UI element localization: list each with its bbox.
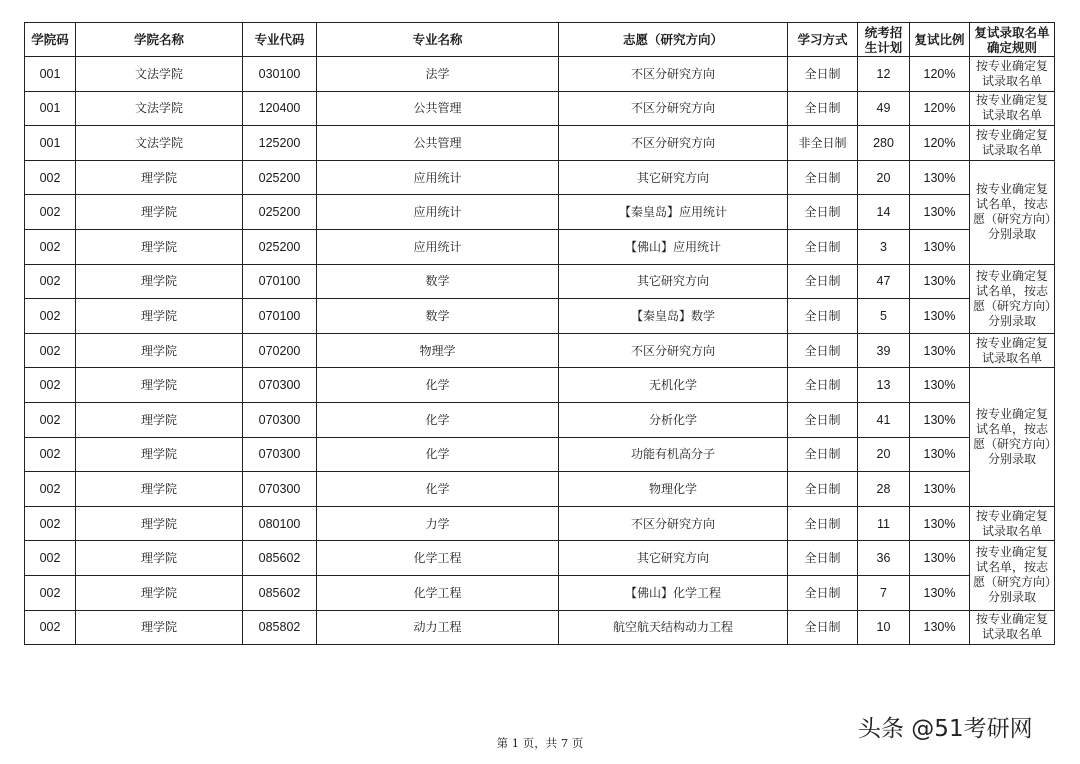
enrollment-plan-cell: 11 (858, 506, 910, 541)
major-code-cell: 070300 (243, 368, 317, 403)
college-name-cell: 理学院 (76, 575, 243, 610)
major-name-cell: 化学工程 (317, 575, 559, 610)
major-code-cell: 070100 (243, 264, 317, 299)
direction-cell: 【佛山】应用统计 (559, 229, 788, 264)
enrollment-plan-cell: 49 (858, 91, 910, 126)
retest-ratio-cell: 130% (910, 299, 970, 334)
study-mode-cell: 全日制 (788, 333, 858, 368)
study-mode-cell: 全日制 (788, 57, 858, 92)
table-row (25, 541, 1055, 576)
direction-cell: 无机化学 (559, 368, 788, 403)
major-name-cell: 公共管理 (317, 91, 559, 126)
study-mode-cell: 全日制 (788, 541, 858, 576)
major-code-cell: 070200 (243, 333, 317, 368)
college-code-cell: 002 (25, 160, 76, 195)
direction-cell: 不区分研究方向 (559, 126, 788, 161)
major-code-cell: 080100 (243, 506, 317, 541)
major-name-cell: 化学 (317, 472, 559, 507)
study-mode-cell: 全日制 (788, 472, 858, 507)
header-enrollment-plan: 统考招生计划 (858, 23, 910, 57)
major-name-cell: 化学 (317, 368, 559, 403)
retest-ratio-cell: 130% (910, 472, 970, 507)
enrollment-plan-cell: 280 (858, 126, 910, 161)
table-row (25, 264, 1055, 299)
direction-cell: 不区分研究方向 (559, 333, 788, 368)
college-name-cell: 理学院 (76, 506, 243, 541)
study-mode-cell: 全日制 (788, 229, 858, 264)
study-mode-cell: 全日制 (788, 195, 858, 230)
study-mode-cell: 全日制 (788, 610, 858, 645)
enrollment-plan-cell: 47 (858, 264, 910, 299)
table-row (25, 437, 1055, 472)
college-name-cell: 理学院 (76, 541, 243, 576)
college-code-cell: 002 (25, 264, 76, 299)
major-name-cell: 应用统计 (317, 229, 559, 264)
direction-cell: 物理化学 (559, 472, 788, 507)
major-name-cell: 化学工程 (317, 541, 559, 576)
retest-ratio-cell: 130% (910, 264, 970, 299)
major-name-cell: 应用统计 (317, 160, 559, 195)
table-row (25, 333, 1055, 368)
retest-ratio-cell: 120% (910, 126, 970, 161)
college-code-cell: 002 (25, 472, 76, 507)
enrollment-plan-cell: 39 (858, 333, 910, 368)
college-code-cell: 002 (25, 299, 76, 334)
college-name-cell: 理学院 (76, 368, 243, 403)
enrollment-plan-cell: 12 (858, 57, 910, 92)
college-name-cell: 理学院 (76, 195, 243, 230)
header-college-name: 学院名称 (76, 23, 243, 57)
college-name-cell: 文法学院 (76, 91, 243, 126)
direction-cell: 航空航天结构动力工程 (559, 610, 788, 645)
direction-cell: 不区分研究方向 (559, 57, 788, 92)
major-code-cell: 125200 (243, 126, 317, 161)
table-row (25, 229, 1055, 264)
retest-ratio-cell: 130% (910, 402, 970, 437)
table-row (25, 91, 1055, 126)
retest-ratio-cell: 130% (910, 368, 970, 403)
retest-ratio-cell: 130% (910, 160, 970, 195)
retest-ratio-cell: 130% (910, 229, 970, 264)
admission-rule-cell: 按专业确定复试名单，按志愿（研究方向）分别录取 (970, 160, 1055, 264)
retest-ratio-cell: 130% (910, 333, 970, 368)
enrollment-plan-cell: 36 (858, 541, 910, 576)
header-major-name: 专业名称 (317, 23, 559, 57)
college-name-cell: 理学院 (76, 229, 243, 264)
major-name-cell: 公共管理 (317, 126, 559, 161)
major-code-cell: 025200 (243, 160, 317, 195)
college-code-cell: 002 (25, 402, 76, 437)
header-admission-rule: 复试录取名单确定规则 (970, 23, 1055, 57)
direction-cell: 不区分研究方向 (559, 91, 788, 126)
major-name-cell: 力学 (317, 506, 559, 541)
major-code-cell: 120400 (243, 91, 317, 126)
admission-rule-cell: 按专业确定复试录取名单 (970, 610, 1055, 645)
college-name-cell: 文法学院 (76, 57, 243, 92)
header-college-code: 学院码 (25, 23, 76, 57)
direction-cell: 其它研究方向 (559, 264, 788, 299)
major-name-cell: 数学 (317, 264, 559, 299)
enrollment-plan-cell: 13 (858, 368, 910, 403)
enrollment-plan-cell: 7 (858, 575, 910, 610)
major-name-cell: 化学 (317, 437, 559, 472)
table-row (25, 126, 1055, 161)
table-row (25, 299, 1055, 334)
admission-rule-cell: 按专业确定复试名单，按志愿（研究方向）分别录取 (970, 264, 1055, 333)
table-row (25, 368, 1055, 403)
enrollment-plan-cell: 14 (858, 195, 910, 230)
enrollment-plan-cell: 20 (858, 437, 910, 472)
direction-cell: 功能有机高分子 (559, 437, 788, 472)
college-name-cell: 理学院 (76, 610, 243, 645)
header-major-code: 专业代码 (243, 23, 317, 57)
enrollment-plan-cell: 10 (858, 610, 910, 645)
major-code-cell: 025200 (243, 229, 317, 264)
college-name-cell: 理学院 (76, 264, 243, 299)
major-code-cell: 070300 (243, 402, 317, 437)
major-name-cell: 物理学 (317, 333, 559, 368)
header-study-mode: 学习方式 (788, 23, 858, 57)
study-mode-cell: 全日制 (788, 368, 858, 403)
major-code-cell: 025200 (243, 195, 317, 230)
direction-cell: 不区分研究方向 (559, 506, 788, 541)
direction-cell: 分析化学 (559, 402, 788, 437)
study-mode-cell: 全日制 (788, 299, 858, 334)
table-row (25, 506, 1055, 541)
major-code-cell: 070300 (243, 437, 317, 472)
watermark: 头条 @51考研网 (858, 716, 1033, 742)
direction-cell: 【佛山】化学工程 (559, 575, 788, 610)
major-name-cell: 法学 (317, 57, 559, 92)
table-row (25, 472, 1055, 507)
admission-rule-cell: 按专业确定复试录取名单 (970, 57, 1055, 92)
admission-rule-cell: 按专业确定复试录取名单 (970, 506, 1055, 541)
retest-ratio-cell: 130% (910, 575, 970, 610)
page-footer: 第 1 页，共 7 页 (496, 736, 584, 750)
major-name-cell: 数学 (317, 299, 559, 334)
study-mode-cell: 全日制 (788, 506, 858, 541)
college-code-cell: 001 (25, 57, 76, 92)
table-row (25, 160, 1055, 195)
college-code-cell: 002 (25, 368, 76, 403)
admission-rule-cell: 按专业确定复试名单，按志愿（研究方向）分别录取 (970, 541, 1055, 610)
retest-ratio-cell: 120% (910, 57, 970, 92)
college-code-cell: 002 (25, 575, 76, 610)
major-code-cell: 085602 (243, 541, 317, 576)
college-name-cell: 理学院 (76, 299, 243, 334)
retest-ratio-cell: 130% (910, 610, 970, 645)
enrollment-plan-cell: 5 (858, 299, 910, 334)
study-mode-cell: 非全日制 (788, 126, 858, 161)
study-mode-cell: 全日制 (788, 402, 858, 437)
enrollment-plan-cell: 41 (858, 402, 910, 437)
admission-table (24, 22, 1055, 645)
college-name-cell: 理学院 (76, 333, 243, 368)
major-code-cell: 070100 (243, 299, 317, 334)
college-code-cell: 002 (25, 610, 76, 645)
major-code-cell: 070300 (243, 472, 317, 507)
direction-cell: 其它研究方向 (559, 541, 788, 576)
study-mode-cell: 全日制 (788, 575, 858, 610)
admission-rule-cell: 按专业确定复试录取名单 (970, 126, 1055, 161)
college-code-cell: 002 (25, 195, 76, 230)
table-row (25, 402, 1055, 437)
study-mode-cell: 全日制 (788, 91, 858, 126)
college-name-cell: 理学院 (76, 402, 243, 437)
study-mode-cell: 全日制 (788, 437, 858, 472)
college-code-cell: 002 (25, 541, 76, 576)
college-name-cell: 理学院 (76, 472, 243, 507)
college-name-cell: 理学院 (76, 437, 243, 472)
college-code-cell: 002 (25, 437, 76, 472)
college-name-cell: 理学院 (76, 160, 243, 195)
admission-rule-cell: 按专业确定复试录取名单 (970, 333, 1055, 368)
header-direction: 志愿（研究方向） (559, 23, 788, 57)
table-row (25, 610, 1055, 645)
admission-rule-cell: 按专业确定复试名单，按志愿（研究方向）分别录取 (970, 368, 1055, 506)
enrollment-plan-cell: 20 (858, 160, 910, 195)
major-name-cell: 应用统计 (317, 195, 559, 230)
enrollment-plan-cell: 3 (858, 229, 910, 264)
retest-ratio-cell: 130% (910, 541, 970, 576)
admission-rule-cell: 按专业确定复试录取名单 (970, 91, 1055, 126)
college-code-cell: 002 (25, 333, 76, 368)
enrollment-plan-cell: 28 (858, 472, 910, 507)
college-code-cell: 002 (25, 506, 76, 541)
direction-cell: 【秦皇岛】应用统计 (559, 195, 788, 230)
college-code-cell: 001 (25, 91, 76, 126)
major-name-cell: 动力工程 (317, 610, 559, 645)
college-code-cell: 001 (25, 126, 76, 161)
table-row (25, 57, 1055, 92)
direction-cell: 其它研究方向 (559, 160, 788, 195)
retest-ratio-cell: 130% (910, 437, 970, 472)
major-name-cell: 化学 (317, 402, 559, 437)
retest-ratio-cell: 130% (910, 506, 970, 541)
table-row (25, 195, 1055, 230)
major-code-cell: 085602 (243, 575, 317, 610)
header-retest-ratio: 复试比例 (910, 23, 970, 57)
college-name-cell: 文法学院 (76, 126, 243, 161)
study-mode-cell: 全日制 (788, 160, 858, 195)
table-row (25, 575, 1055, 610)
major-code-cell: 085802 (243, 610, 317, 645)
major-code-cell: 030100 (243, 57, 317, 92)
direction-cell: 【秦皇岛】数学 (559, 299, 788, 334)
header-row (25, 23, 1055, 57)
retest-ratio-cell: 120% (910, 91, 970, 126)
table-body (25, 57, 1055, 645)
college-code-cell: 002 (25, 229, 76, 264)
retest-ratio-cell: 130% (910, 195, 970, 230)
study-mode-cell: 全日制 (788, 264, 858, 299)
